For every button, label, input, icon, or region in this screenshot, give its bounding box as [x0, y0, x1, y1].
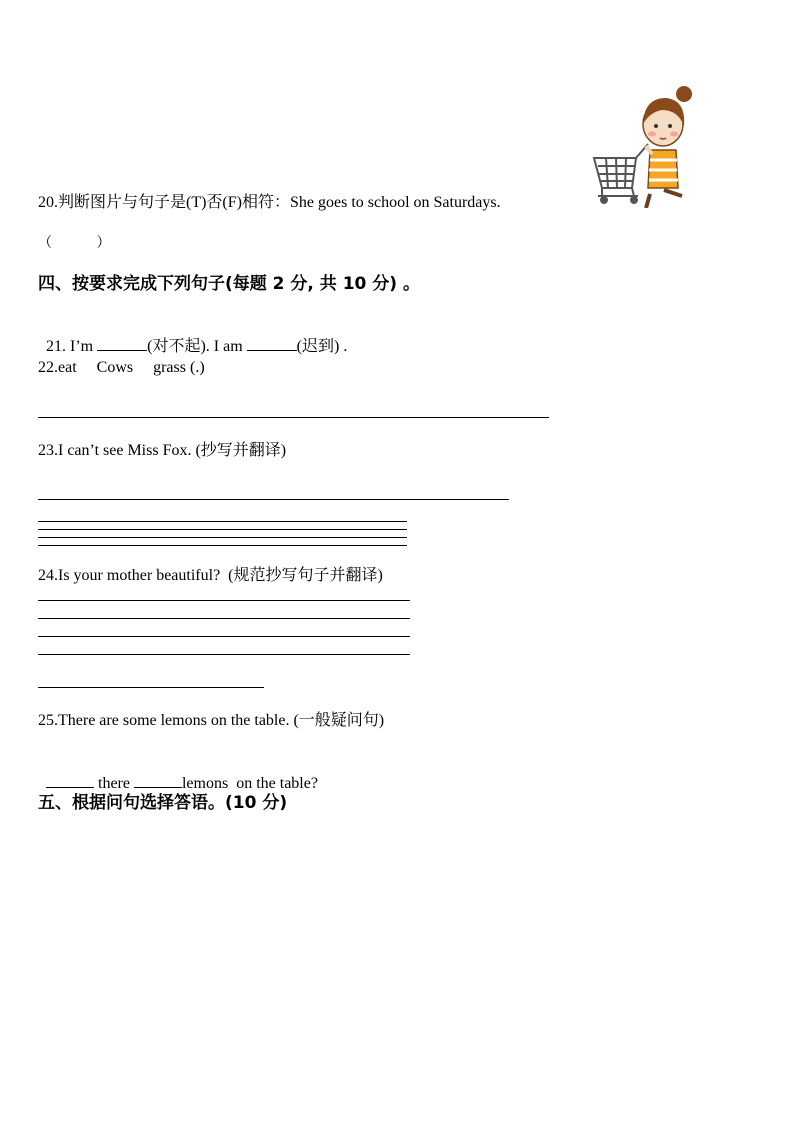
- question-24-answer-line-4[interactable]: [38, 654, 410, 655]
- question-25-blank-2[interactable]: [134, 773, 182, 788]
- question-24-answer-line-1[interactable]: [38, 600, 410, 601]
- question-24-answer-line-2[interactable]: [38, 618, 410, 619]
- question-20-answer-parentheses[interactable]: （ ）: [38, 235, 111, 251]
- question-25-answer-mid: there: [94, 775, 134, 792]
- girl-figure-icon: [643, 86, 692, 208]
- question-21: [38, 316, 347, 357]
- question-25: 25.There are some lemons on the table. (一般疑问句): [38, 712, 385, 729]
- section-5-heading: 五、根据问句选择答语。(10 分): [38, 793, 288, 813]
- question-21-middle: (对不起). I am: [147, 338, 247, 355]
- question-25-answer-end: lemons on the table?: [181, 775, 318, 792]
- question-25-blank-1[interactable]: [46, 773, 94, 788]
- question-23-answer-line-5[interactable]: [38, 545, 407, 546]
- girl-shopping-cart-illustration: [588, 84, 700, 208]
- question-22-answer-line[interactable]: [38, 417, 549, 418]
- question-22: 22.eat Cows grass (.): [38, 359, 205, 376]
- question-23-answer-line-3[interactable]: [38, 529, 407, 530]
- question-23-answer-line-4[interactable]: [38, 537, 407, 538]
- question-21-prefix: 21. I’m: [46, 338, 98, 355]
- question-25-answer: [38, 753, 318, 794]
- section-4-heading: 四、按要求完成下列句子(每题 2 分, 共 10 分) 。: [38, 274, 420, 294]
- question-23-answer-line-2[interactable]: [38, 521, 407, 522]
- question-20: 20.判断图片与句子是(T)否(F)相符：She goes to school on Saturdays.: [38, 194, 501, 211]
- question-23-answer-line-1[interactable]: [38, 499, 509, 500]
- question-24-answer-line-3[interactable]: [38, 636, 410, 637]
- question-24: 24.Is your mother beautiful? (规范抄写句子并翻译): [38, 567, 383, 584]
- question-21-blank-2[interactable]: [247, 336, 297, 351]
- question-21-blank-1[interactable]: [97, 336, 147, 351]
- question-21-suffix: (迟到) .: [296, 338, 348, 355]
- shopping-cart-icon: [594, 144, 648, 203]
- question-23: 23.I can’t see Miss Fox. (抄写并翻译): [38, 442, 287, 459]
- question-24-answer-line-5[interactable]: [38, 687, 264, 688]
